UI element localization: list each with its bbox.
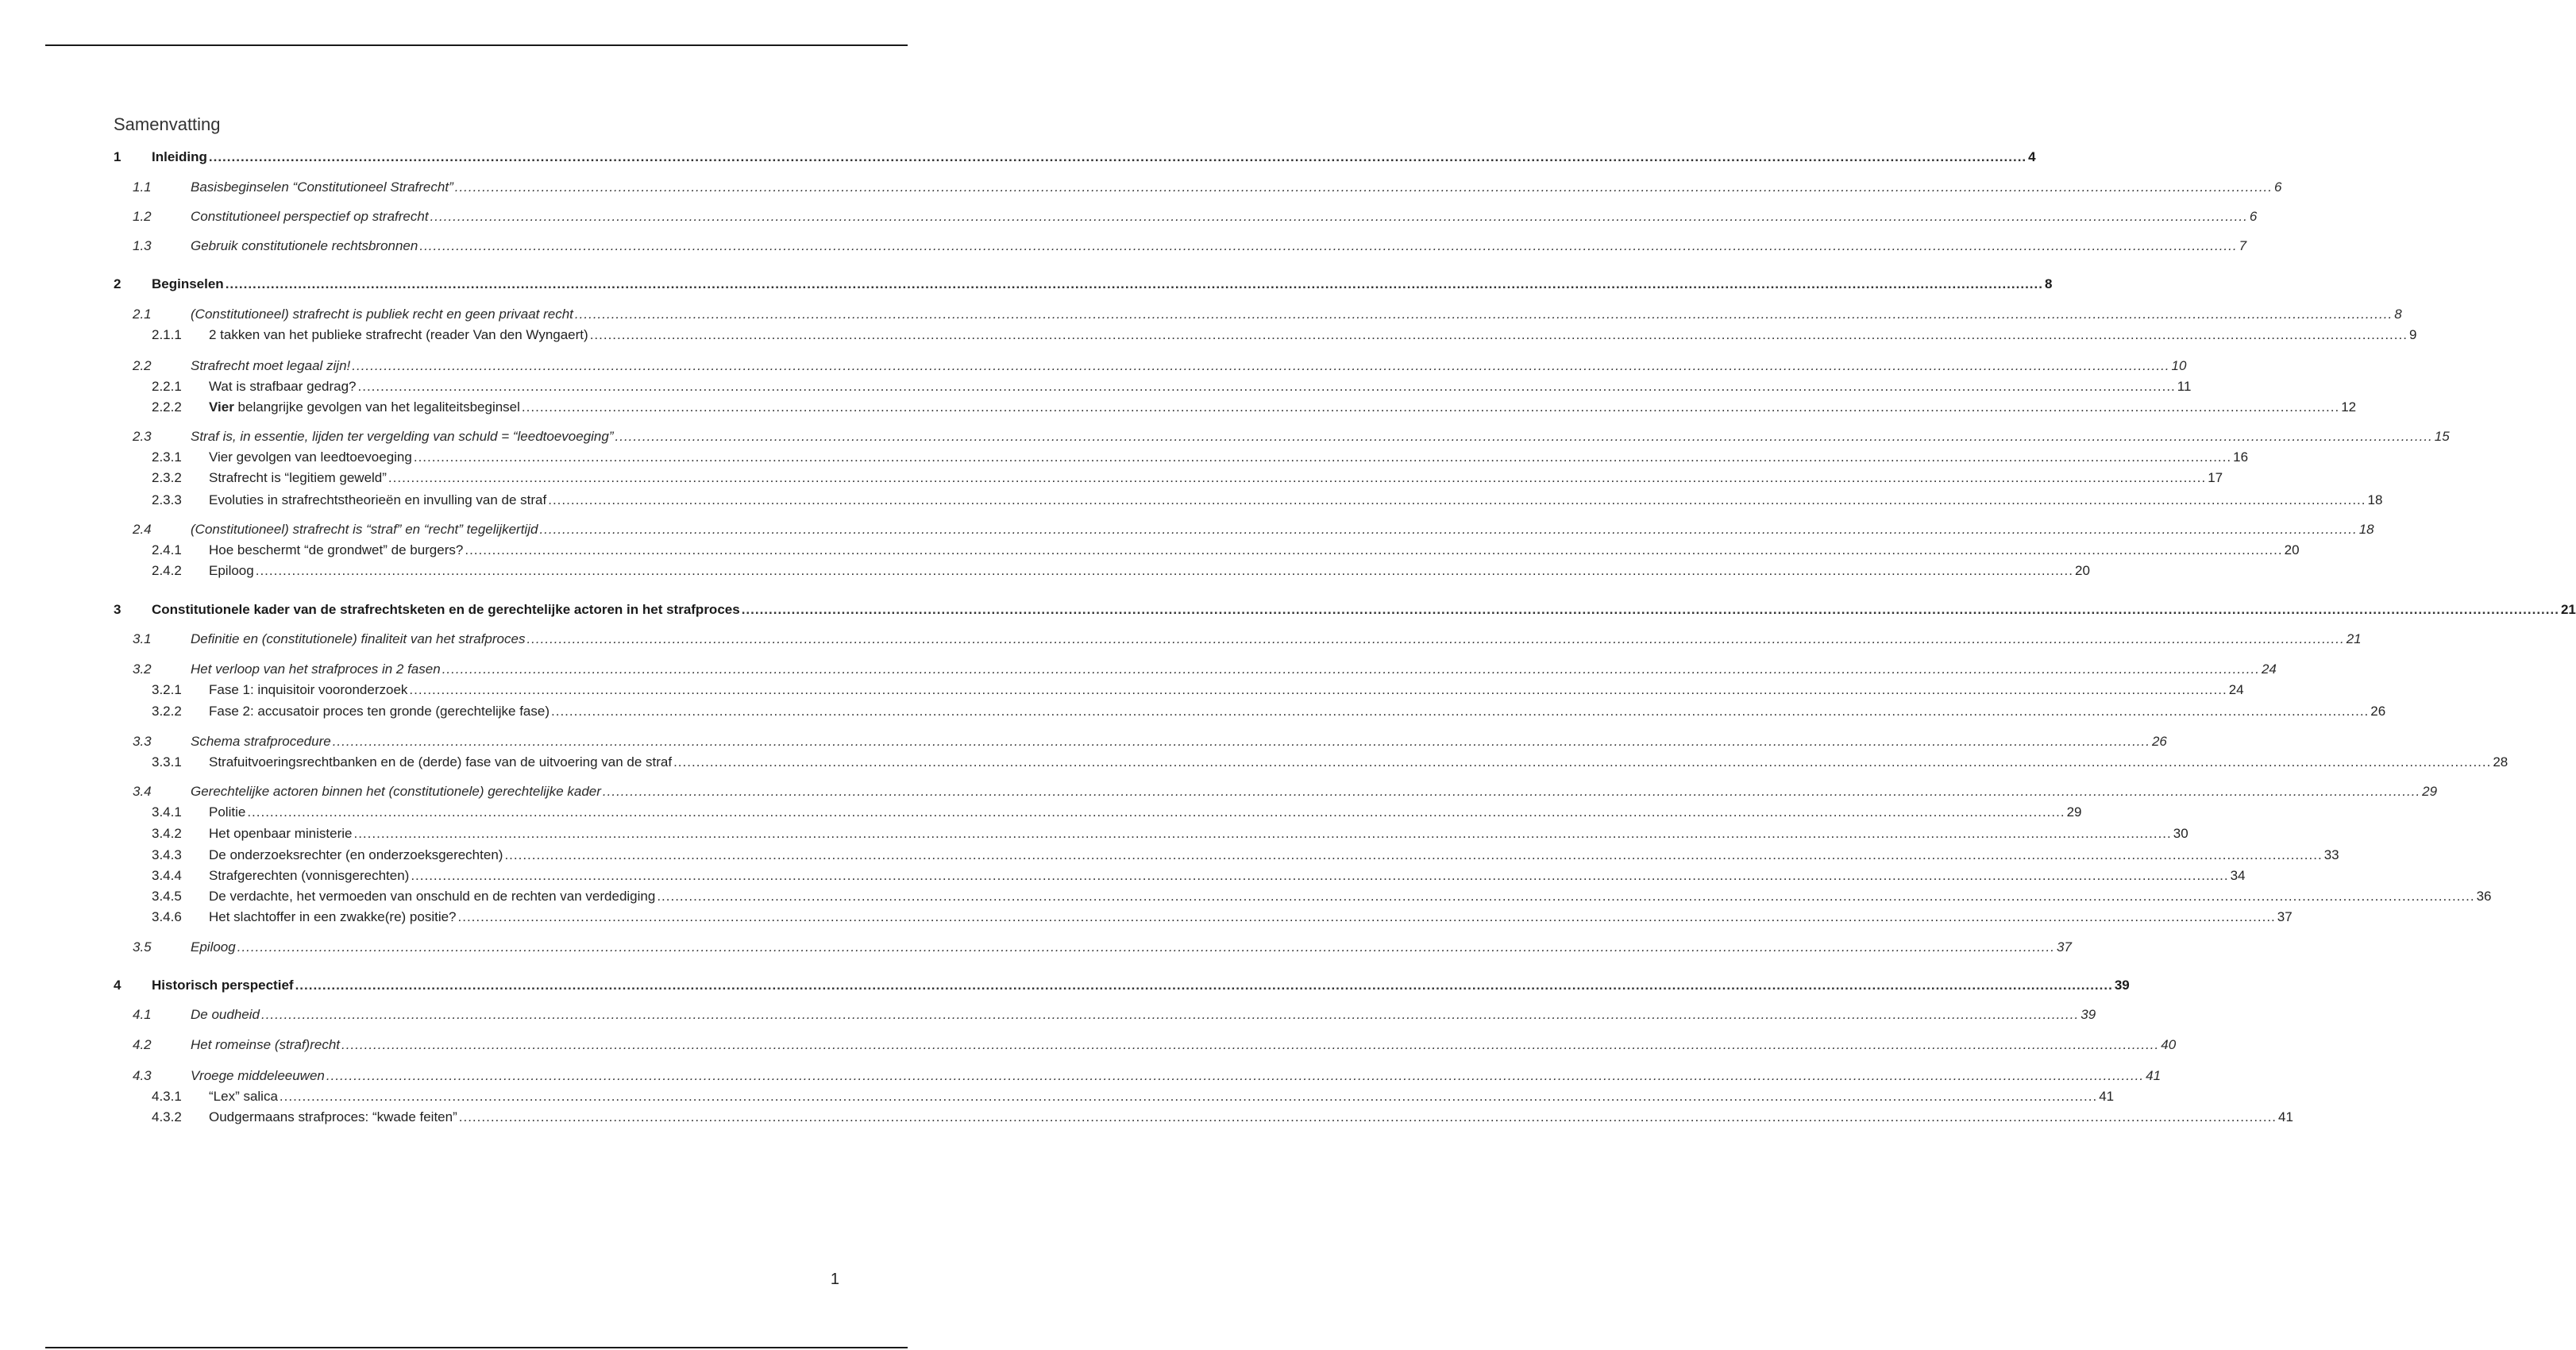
toc-entry-page: 40 (2161, 1037, 2177, 1052)
toc-entry[interactable] (152, 753, 2509, 772)
toc-entry-number: 2.2 (133, 358, 152, 373)
toc-entry-number: 2.1 (133, 307, 152, 322)
toc-entry-page: 15 (2434, 429, 2450, 444)
toc-entry-page: 30 (2173, 826, 2188, 841)
toc-dot-leader: ................................................................................................................................................................................................................................................................................................................................................................................................................ (526, 631, 2345, 646)
toc-entry-title: Hoe beschermt “de grondwet” de burgers? (209, 542, 464, 557)
toc-entry-title: Wat is strafbaar gedrag? (209, 379, 357, 394)
toc-entry-title: Het verloop van het strafproces in 2 fasen (191, 662, 441, 677)
toc-entry-page: 8 (2044, 276, 2053, 291)
toc-dot-leader: ................................................................................................................................................................................................................................................................................................................................................................................................................ (353, 826, 2172, 841)
toc-entry-page: 41 (2278, 1109, 2293, 1124)
toc-entry-number: 3.4.4 (152, 868, 182, 883)
toc-entry[interactable] (133, 357, 2187, 376)
toc-entry-number: 2.4.1 (152, 542, 182, 557)
toc-entry-number: 3.3.1 (152, 754, 182, 770)
toc-entry-title: Strafrecht moet legaal zijn! (191, 358, 351, 373)
toc-entry-number: 4.3 (133, 1068, 152, 1083)
toc-entry-title: Beginselen (152, 276, 224, 291)
toc-entry-number: 3.5 (133, 939, 152, 955)
toc-entry-page: 4 (2028, 149, 2036, 164)
toc-entry[interactable] (152, 866, 2246, 885)
toc-entry[interactable] (133, 938, 2072, 957)
toc-entry[interactable] (152, 448, 2249, 467)
toc-entry-title: “Lex” salica (209, 1089, 278, 1104)
toc-dot-leader: ................................................................................................................................................................................................................................................................................................................................................................................................................ (673, 754, 2492, 770)
toc-entry-page: 12 (2341, 399, 2357, 415)
toc-entry-page: 39 (2080, 1007, 2096, 1022)
toc-entry-title: Epiloog (209, 563, 254, 578)
toc-entry-title: Basisbeginselen “Constitutioneel Strafrecht” (191, 179, 453, 195)
toc-entry-number: 4 (114, 978, 121, 993)
toc-entry-title: Schema strafprocedure (191, 734, 331, 749)
toc-entry-number: 2.3.3 (152, 492, 182, 507)
toc-entry[interactable] (133, 427, 2450, 446)
toc-entry-title: Fase 2: accusatoir proces ten gronde (gerechtelijke fase) (209, 704, 550, 719)
toc-entry-number: 2.4.2 (152, 563, 182, 578)
toc-entry-page: 36 (2476, 889, 2492, 904)
toc-entry-page: 21 (2560, 602, 2576, 617)
toc-entry-number: 2 (114, 276, 121, 291)
toc-dot-leader: ................................................................................................................................................................................................................................................................................................................................................................................................................ (589, 327, 2408, 342)
toc-dot-leader: ................................................................................................................................................................................................................................................................................................................................................................................................................ (409, 682, 2227, 697)
toc-dot-leader: ................................................................................................................................................................................................................................................................................................................................................................................................................ (247, 804, 2065, 820)
toc-dot-leader: ................................................................................................................................................................................................................................................................................................................................................................................................................ (388, 470, 2207, 485)
toc-dot-leader: ................................................................................................................................................................................................................................................................................................................................................................................................................ (551, 704, 2370, 719)
toc-dot-leader: ................................................................................................................................................................................................................................................................................................................................................................................................................ (225, 276, 2043, 291)
toc-dot-leader: ................................................................................................................................................................................................................................................................................................................................................................................................................ (615, 429, 2433, 444)
toc-dot-leader: ................................................................................................................................................................................................................................................................................................................................................................................................................ (454, 179, 2273, 195)
toc-dot-leader: ................................................................................................................................................................................................................................................................................................................................................................................................................ (442, 662, 2260, 677)
toc-entry-title: Het romeinse (straf)recht (191, 1037, 340, 1052)
toc-entry-page: 29 (2422, 784, 2438, 799)
toc-entry-number: 2.2.1 (152, 379, 182, 394)
toc-dot-leader: ................................................................................................................................................................................................................................................................................................................................................................................................................ (352, 358, 2170, 373)
toc-entry-page: 26 (2370, 704, 2386, 719)
toc-entry-title: Gerechtelijke actoren binnen het (constitutionele) gerechtelijke kader (191, 784, 601, 799)
toc-entry[interactable] (152, 326, 2417, 345)
toc-entry-page: 6 (2249, 209, 2258, 224)
toc-dot-leader: ................................................................................................................................................................................................................................................................................................................................................................................................................ (548, 492, 2366, 507)
toc-entry-title: 2 takken van het publieke strafrecht (reader Van den Wyngaert) (209, 327, 588, 342)
toc-entry[interactable] (133, 1005, 2096, 1024)
toc-entry-page: 41 (2146, 1068, 2161, 1083)
toc-entry-title: De onderzoeksrechter (en onderzoeksgerechten) (209, 847, 503, 862)
toc-entry-title: Straf is, in essentie, lijden ter vergelding van schuld = “leedtoevoeging” (191, 429, 614, 444)
toc-entry-title: Inleiding (152, 149, 207, 164)
toc-entry-number: 2.3.2 (152, 470, 182, 485)
toc-dot-leader: ................................................................................................................................................................................................................................................................................................................................................................................................................ (602, 784, 2421, 799)
toc-entry[interactable] (114, 148, 2036, 167)
toc-entry-number: 3.3 (133, 734, 152, 749)
toc-entry-title: Definitie en (constitutionele) finaliteit van het strafproces (191, 631, 526, 646)
toc-entry[interactable] (133, 207, 2258, 226)
footer-rule (45, 1347, 908, 1348)
toc-entry-page: 37 (2056, 939, 2072, 955)
toc-entry-title: (Constitutioneel) strafrecht is “straf” en “recht” tegelijkertijd (191, 522, 538, 537)
toc-entry-page: 21 (2346, 631, 2362, 646)
toc-entry-number: 3.2.2 (152, 704, 182, 719)
toc-entry-title: Vroege middeleeuwen (191, 1068, 325, 1083)
toc-dot-leader: ................................................................................................................................................................................................................................................................................................................................................................................................................ (411, 868, 2229, 883)
toc-entry[interactable] (152, 491, 2383, 510)
toc-entry-number: 1.3 (133, 238, 152, 253)
toc-entry[interactable] (133, 520, 2374, 539)
toc-entry-page: 16 (2233, 449, 2249, 465)
toc-entry-number: 3.2 (133, 662, 152, 677)
toc-entry-page: 28 (2493, 754, 2509, 770)
toc-dot-leader: ................................................................................................................................................................................................................................................................................................................................................................................................................ (260, 1007, 2080, 1022)
toc-entry-title: Strafgerechten (vonnisgerechten) (209, 868, 410, 883)
toc-dot-leader: ................................................................................................................................................................................................................................................................................................................................................................................................................ (332, 734, 2150, 749)
toc-entry[interactable] (114, 600, 2576, 619)
toc-entry-title: Constitutionele kader van de strafrechtsketen en de gerechtelijke actoren in het strafproces (152, 602, 740, 617)
toc-entry[interactable] (133, 660, 2277, 679)
toc-entry[interactable] (133, 732, 2167, 751)
toc-entry-number: 4.3.2 (152, 1109, 182, 1124)
toc-entry[interactable] (133, 305, 2402, 324)
toc-entry-number: 4.2 (133, 1037, 152, 1052)
toc-entry-title: Evoluties in strafrechtstheorieën en invulling van de straf (209, 492, 547, 507)
toc-entry-number: 3.4.2 (152, 826, 182, 841)
toc-entry-page: 34 (2230, 868, 2246, 883)
toc-entry-number: 2.1.1 (152, 327, 182, 342)
toc-entry[interactable] (114, 976, 2130, 995)
toc-entry-page: 11 (2177, 379, 2192, 394)
toc-entry-title: Strafrecht is “legitiem geweld” (209, 470, 387, 485)
toc-entry-number: 1.2 (133, 209, 152, 224)
toc-entry-page: 29 (2066, 804, 2082, 820)
toc-entry-number: 3.4.5 (152, 889, 182, 904)
toc-entry-page: 17 (2208, 470, 2223, 485)
toc-entry-title: (Constitutioneel) strafrecht is publiek recht en geen privaat recht (191, 307, 573, 322)
toc-entry[interactable] (133, 630, 2362, 649)
toc-dot-leader: ................................................................................................................................................................................................................................................................................................................................................................................................................ (574, 307, 2393, 322)
toc-entry-page: 10 (2171, 358, 2187, 373)
toc-dot-leader: ................................................................................................................................................................................................................................................................................................................................................................................................................ (430, 209, 2248, 224)
toc-dot-leader: ................................................................................................................................................................................................................................................................................................................................................................................................................ (521, 399, 2340, 415)
toc-entry-title: Strafuitvoeringsrechtbanken en de (derde) fase van de uitvoering van de straf (209, 754, 673, 770)
toc-entry-page: 26 (2151, 734, 2167, 749)
toc-dot-leader: ................................................................................................................................................................................................................................................................................................................................................................................................................ (237, 939, 2055, 955)
toc-entry-number: 3.4.6 (152, 909, 182, 924)
toc-entry-number: 3.4 (133, 784, 152, 799)
toc-entry[interactable] (152, 398, 2357, 417)
toc-dot-leader: ................................................................................................................................................................................................................................................................................................................................................................................................................ (255, 563, 2073, 578)
toc-dot-leader: ................................................................................................................................................................................................................................................................................................................................................................................................................ (413, 449, 2232, 465)
toc-entry[interactable] (133, 1066, 2161, 1086)
toc-entry[interactable] (152, 1108, 2293, 1127)
toc-entry-title: Historisch perspectief (152, 978, 294, 993)
toc-entry-title: Vier gevolgen van leedtoevoeging (209, 449, 412, 465)
toc-entry-page: 24 (2228, 682, 2244, 697)
toc-entry-number: 1 (114, 149, 121, 164)
toc-entry[interactable] (152, 887, 2492, 906)
toc-entry-title: Het slachtoffer in een zwakke(re) positie? (209, 909, 457, 924)
document-title: Samenvatting (114, 114, 221, 134)
toc-entry-title-rest: belangrijke gevolgen van het legaliteitsbeginsel (233, 399, 520, 415)
toc-entry-title: Politie (209, 804, 246, 820)
toc-entry-title: Gebruik constitutionele rechtsbronnen (191, 238, 418, 253)
toc-dot-leader: ................................................................................................................................................................................................................................................................................................................................................................................................................ (741, 602, 2559, 617)
toc-entry-number: 3.4.3 (152, 847, 182, 862)
toc-entry-number: 2.2.2 (152, 399, 182, 415)
toc-entry-page: 6 (2274, 179, 2282, 195)
toc-entry-page: 24 (2261, 662, 2277, 677)
toc-entry-emphasis: Vier (209, 399, 234, 415)
toc-dot-leader: ................................................................................................................................................................................................................................................................................................................................................................................................................ (326, 1068, 2145, 1083)
toc-entry[interactable] (133, 782, 2438, 801)
toc-entry[interactable] (152, 469, 2223, 488)
toc-entry[interactable] (152, 824, 2188, 843)
toc-dot-leader: ................................................................................................................................................................................................................................................................................................................................................................................................................ (357, 379, 2176, 394)
toc-entry-page: 41 (2099, 1089, 2115, 1104)
toc-dot-leader: ................................................................................................................................................................................................................................................................................................................................................................................................................ (465, 542, 2283, 557)
toc-dot-leader: ................................................................................................................................................................................................................................................................................................................................................................................................................ (279, 1089, 2098, 1104)
toc-entry-number: 4.3.1 (152, 1089, 182, 1104)
toc-entry-title: Oudgermaans strafproces: “kwade feiten” (209, 1109, 457, 1124)
toc-dot-leader: ................................................................................................................................................................................................................................................................................................................................................................................................................ (419, 238, 2238, 253)
toc-entry-title: De verdachte, het vermoeden van onschuld en de rechten van verdediging (209, 889, 656, 904)
toc-entry-page: 9 (2408, 327, 2417, 342)
toc-entry[interactable] (152, 541, 2300, 560)
toc-entry[interactable] (152, 702, 2386, 721)
toc-dot-leader: ................................................................................................................................................................................................................................................................................................................................................................................................................ (657, 889, 2475, 904)
toc-entry-page: 20 (2074, 563, 2090, 578)
toc-entry-title: Fase 1: inquisitoir vooronderzoek (209, 682, 408, 697)
toc-dot-leader: ................................................................................................................................................................................................................................................................................................................................................................................................................ (341, 1037, 2160, 1052)
toc-entry-number: 2.4 (133, 522, 152, 537)
toc-entry-title: Het openbaar ministerie (209, 826, 353, 841)
toc-entry-number: 2.3 (133, 429, 152, 444)
toc-entry[interactable] (133, 178, 2282, 197)
toc-entry-page: 8 (2394, 307, 2402, 322)
toc-dot-leader: ................................................................................................................................................................................................................................................................................................................................................................................................................ (539, 522, 2358, 537)
toc-entry[interactable] (133, 1036, 2177, 1055)
toc-entry[interactable] (152, 908, 2293, 927)
toc-entry-page: 33 (2323, 847, 2339, 862)
toc-entry-number: 4.1 (133, 1007, 152, 1022)
toc-entry-page: 18 (2358, 522, 2374, 537)
toc-entry-page: 7 (2239, 238, 2247, 253)
toc-entry-number: 3.1 (133, 631, 152, 646)
toc-entry-title: Epiloog (191, 939, 236, 955)
toc-dot-leader: ................................................................................................................................................................................................................................................................................................................................................................................................................ (504, 847, 2323, 862)
toc-entry-title: Constitutioneel perspectief op strafrecht (191, 209, 429, 224)
toc-dot-leader: ................................................................................................................................................................................................................................................................................................................................................................................................................ (457, 909, 2276, 924)
toc-entry-page: 39 (2114, 978, 2130, 993)
toc-entry-number: 3.2.1 (152, 682, 182, 697)
toc-entry[interactable] (152, 561, 2090, 580)
toc-entry[interactable] (152, 681, 2244, 700)
toc-entry[interactable] (152, 846, 2339, 865)
page-number: 1 (830, 1271, 839, 1288)
toc-entry[interactable] (152, 803, 2082, 822)
toc-entry-page: 18 (2367, 492, 2383, 507)
toc-entry-number: 3 (114, 602, 121, 617)
toc-entry-title: De oudheid (191, 1007, 260, 1022)
toc-dot-leader: ................................................................................................................................................................................................................................................................................................................................................................................................................ (295, 978, 2113, 993)
toc-entry-number: 1.1 (133, 179, 152, 195)
toc-dot-leader: ................................................................................................................................................................................................................................................................................................................................................................................................................ (458, 1109, 2277, 1124)
toc-entry[interactable] (152, 377, 2192, 396)
toc-entry-page: 20 (2284, 542, 2300, 557)
toc-entry-title (209, 398, 520, 417)
toc-entry[interactable] (133, 237, 2247, 256)
toc-dot-leader: ................................................................................................................................................................................................................................................................................................................................................................................................................ (208, 149, 2027, 164)
toc-entry-number: 2.3.1 (152, 449, 182, 465)
toc-entry-number: 3.4.1 (152, 804, 182, 820)
toc-entry[interactable] (152, 1087, 2115, 1106)
toc-entry-page: 37 (2277, 909, 2293, 924)
toc-entry[interactable] (114, 275, 2053, 294)
